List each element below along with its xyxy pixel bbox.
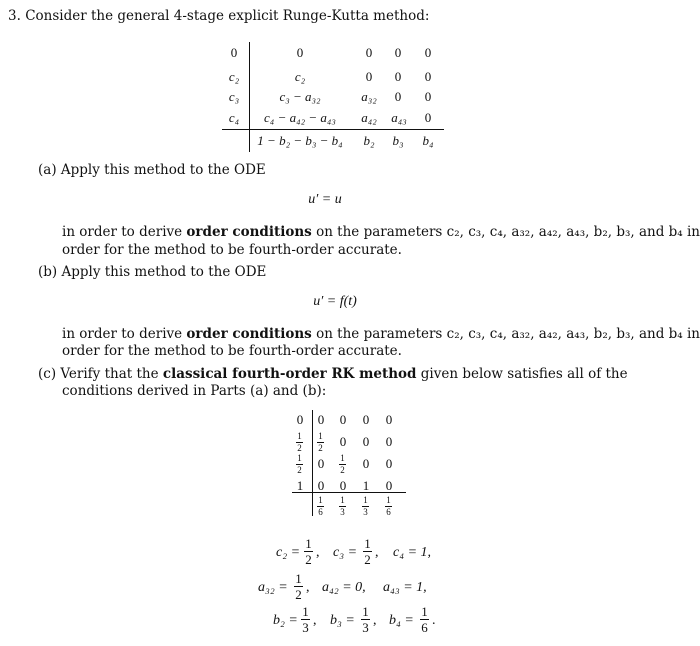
tableau-a-r1c3: 0 — [394, 45, 402, 60]
a32-num: 1 — [295, 571, 302, 586]
classical-c-2: 1 2 — [297, 431, 302, 453]
classical-b-3: 1 3 — [363, 495, 368, 517]
tableau-a-r4c3: a₄₃ — [391, 110, 407, 125]
part-a-label: (a) — [38, 162, 57, 178]
part-a-body-bold: order conditions — [186, 224, 312, 240]
a32-comma: , — [306, 580, 310, 595]
b2-den: 3 — [302, 620, 309, 635]
b4-period: . — [432, 613, 436, 628]
tableau-a-r3c2: a₃₂ — [361, 89, 377, 104]
classical-a-r4c2: 0 — [339, 478, 347, 493]
part-b-body-line1 — [62, 326, 700, 343]
classical-b-1: 1 6 — [318, 495, 323, 517]
tableau-a-r1c2: 0 — [365, 45, 373, 60]
part-b-heading — [38, 264, 266, 281]
problem-number: 3. — [8, 8, 21, 24]
a32-fraction — [294, 572, 303, 601]
c2-lhs: c₂ = — [276, 545, 301, 560]
classical-a-r2c3: 0 — [362, 434, 370, 449]
classical-a-r2c1: 1 2 — [318, 431, 323, 453]
classical-a-r3c3: 0 — [362, 456, 370, 471]
part-a-equation: u′ = u — [308, 192, 342, 207]
part-a-heading — [38, 162, 266, 179]
tableau-c-1: 0 — [230, 45, 238, 60]
classical-a-r3c4: 0 — [385, 456, 393, 471]
tableau-b-2: b₂ — [363, 133, 375, 148]
classical-a-r2c2: 0 — [339, 434, 347, 449]
c4-value: c₄ = 1, — [393, 545, 432, 560]
part-b-body-line2: order for the method to be fourth-order accurate. — [62, 343, 402, 359]
b3-lhs: b₃ = — [330, 613, 355, 628]
tableau-a-r3c4: 0 — [424, 89, 432, 104]
classical-b-4: 1 6 — [386, 495, 391, 517]
tableau-a-r2c3: 0 — [394, 69, 402, 84]
c2-num: 1 — [305, 536, 312, 551]
part-a-body-pre: in order to derive — [62, 224, 187, 240]
part-a-body-line2: order for the method to be fourth-order accurate. — [62, 242, 402, 258]
tableau-a-r2c4: 0 — [424, 69, 432, 84]
c3-comma: , — [375, 545, 379, 560]
part-c-pre: Verify that the — [60, 366, 163, 382]
part-b-label: (b) — [38, 264, 58, 280]
classical-a-r4c3: 1 — [362, 478, 370, 493]
b2-comma: , — [313, 613, 317, 628]
tableau-b-1: 1 − b₂ − b₃ − b₄ — [257, 133, 343, 148]
b4-num: 1 — [421, 604, 428, 619]
part-c-label: (c) — [38, 366, 57, 382]
c2-fraction — [304, 537, 313, 566]
classical-c-4: 1 — [296, 478, 304, 493]
tableau-a-r2c2: 0 — [365, 69, 373, 84]
b2-num: 1 — [302, 604, 309, 619]
b2-fraction — [301, 605, 310, 634]
c3-lhs: c₃ = — [333, 545, 358, 560]
part-c-bold: classical fourth-order RK method — [162, 366, 417, 382]
b3-fraction — [361, 605, 370, 634]
part-b-body-pre: in order to derive — [62, 326, 187, 342]
classical-a-r3c1: 0 — [317, 456, 325, 471]
b2-lhs: b₂ = — [273, 613, 298, 628]
classical-a-r2c4: 0 — [385, 434, 393, 449]
tableau-horizontal-rule — [222, 129, 444, 130]
tableau-b-4: b₄ — [422, 133, 434, 148]
tableau-a1-1: 0 — [296, 45, 304, 60]
b4-fraction — [420, 605, 429, 634]
part-a-body-post: on the parameters c₂, c₃, c₄, a₃₂, a₄₂, a₄₃, b₂, b₃, and b₄ in — [311, 224, 700, 240]
classical-b-2: 1 3 — [340, 495, 345, 517]
b3-num: 1 — [362, 604, 369, 619]
c2-comma: , — [316, 545, 320, 560]
part-c-post: given below satisfies all of the — [416, 366, 628, 382]
classical-c-3: 1 2 — [297, 453, 302, 475]
tableau-a-r1c4: 0 — [424, 45, 432, 60]
a32-den: 2 — [295, 587, 302, 602]
tableau-a-r4c4: 0 — [424, 110, 432, 125]
classical-a-r1c3: 0 — [362, 412, 370, 427]
part-a-text: Apply this method to the ODE — [60, 162, 266, 178]
part-b-text: Apply this method to the ODE — [61, 264, 267, 280]
b3-den: 3 — [362, 620, 369, 635]
tableau-a1-2: c₂ — [294, 69, 306, 84]
part-b-body-bold: order conditions — [186, 326, 312, 342]
c3-den: 2 — [364, 552, 371, 567]
a32-lhs: a₃₂ = — [258, 580, 288, 595]
part-b-body-post: on the parameters c₂, c₃, c₄, a₃₂, a₄₂, a₄₃, b₂, b₃, and b₄ in — [311, 326, 700, 342]
classical-a-r3c2: 1 2 — [340, 453, 345, 475]
tableau-c-3: c₃ — [228, 89, 240, 104]
a42-value: a₄₂ = 0, — [322, 580, 366, 595]
a43-value: a₄₃ = 1, — [383, 580, 427, 595]
b3-comma: , — [373, 613, 377, 628]
classical-a-r1c2: 0 — [339, 412, 347, 427]
classical-a-r1c1: 0 — [317, 412, 325, 427]
classical-a-r4c4: 0 — [385, 478, 393, 493]
part-a-body-line1 — [62, 224, 700, 241]
tableau-a-r4c2: a₄₂ — [361, 110, 377, 125]
tableau-a1-3: c₃ − a₃₂ — [279, 89, 321, 104]
b4-den: 6 — [421, 620, 428, 635]
b4-lhs: b₄ = — [389, 613, 414, 628]
c2-den: 2 — [305, 552, 312, 567]
classical-c-1: 0 — [296, 412, 304, 427]
problem-intro: Consider the general 4-stage explicit Runge-Kutta method: — [25, 8, 430, 24]
c3-num: 1 — [364, 536, 371, 551]
classical-vertical-rule — [312, 410, 313, 516]
tableau-c-4: c₄ — [228, 110, 240, 125]
c3-fraction — [363, 537, 372, 566]
tableau-b-3: b₃ — [392, 133, 404, 148]
part-c-line1 — [38, 366, 628, 383]
part-c-line2: conditions derived in Parts (a) and (b): — [62, 383, 327, 399]
problem-header — [8, 8, 429, 25]
tableau-a-r3c3: 0 — [394, 89, 402, 104]
tableau-c-2: c₂ — [228, 69, 240, 84]
part-b-equation: u′ = f(t) — [313, 294, 357, 309]
tableau-a1-4: c₄ − a₄₂ − a₄₃ — [264, 110, 336, 125]
classical-a-r4c1: 0 — [317, 478, 325, 493]
classical-a-r1c4: 0 — [385, 412, 393, 427]
